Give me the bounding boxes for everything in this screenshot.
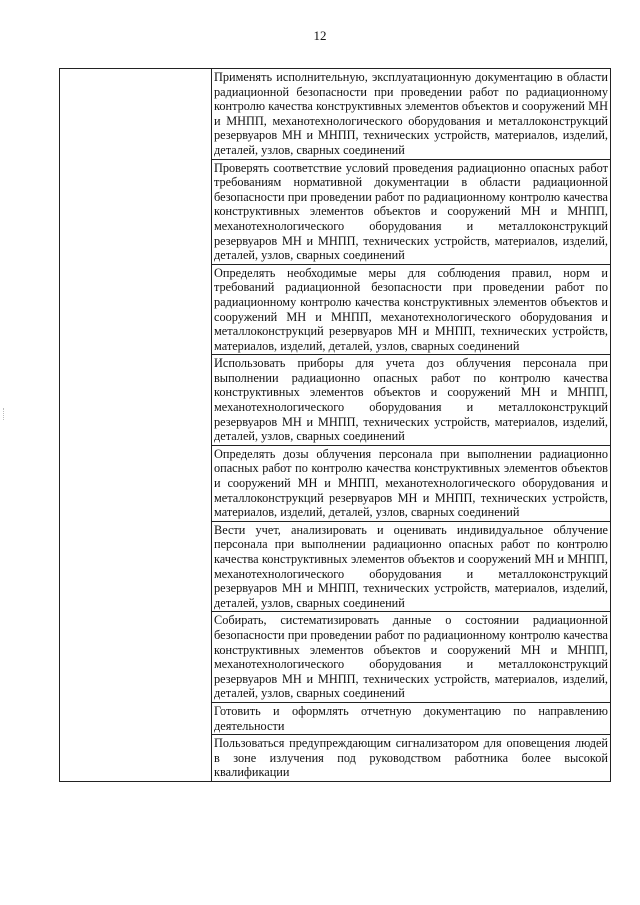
table-row bbox=[60, 69, 611, 160]
skill-text: Определять дозы облучения персонала при выполнении радиационно опасных работ по контролю качества конструктивных элементов объектов и сооружений МН и МНПП, механотехнологического оборудования и металлоконструкций резервуаров МН и МНПП, технических устройств, материалов, изделий, деталей, узлов, сварных соединений bbox=[214, 446, 608, 520]
table-cell bbox=[212, 735, 611, 782]
table-cell bbox=[212, 159, 611, 264]
skill-text: Собирать, систематизировать данные о состоянии радиационной безопасности при проведении работ по радиационному контролю качества конструктивных элементов объектов и сооружений МН и МНПП, механотехнологического оборудования и металлоконструкций резервуаров МН и МНПП, технических устройств, материалов, изделий, деталей, узлов, сварных соединений bbox=[214, 613, 608, 701]
page-number: 12 bbox=[313, 28, 327, 43]
skill-text: Определять необходимые меры для соблюдения правил, норм и требований радиационной безопасности при проведении работ по радиационному контролю качества конструктивных элементов объектов и сооружений МН и МНПП, механотехнологического оборудования и металлоконструкций резервуаров МН и МНПП, технических устройств, материалов, изделий, деталей, узлов, сварных соединений bbox=[214, 265, 608, 353]
table-cell bbox=[212, 69, 611, 160]
skill-text: Применять исполнительную, эксплуатационную документацию в области радиационной безопасности при проведении работ по радиационному контролю качества конструктивных элементов объектов и сооружений МН и МНПП, механотехнологического оборудования и металлоконструкций резервуаров МН и МНПП, технических устройств, материалов, изделий, деталей, узлов, сварных соединений bbox=[214, 70, 608, 157]
left-column-empty-cell bbox=[60, 69, 212, 782]
table-cell bbox=[212, 445, 611, 521]
table-cell bbox=[212, 264, 611, 355]
skills-table bbox=[59, 68, 611, 782]
table-cell bbox=[212, 355, 611, 446]
skill-text: Вести учет, анализировать и оценивать индивидуальное облучение персонала при выполнении радиационно опасных работ по контролю качества конструктивных элементов объектов и сооружений МН и МНПП, механотехнологического оборудования и металлоконструкций резервуаров МН и МНПП, технических устройств, материалов, изделий, деталей, узлов, сварных соединений bbox=[214, 522, 608, 610]
skill-text: Готовить и оформлять отчетную документацию по направлению деятельности bbox=[214, 703, 608, 733]
scan-artifact-mark bbox=[3, 408, 8, 420]
table-cell bbox=[212, 521, 611, 612]
table-cell bbox=[212, 612, 611, 703]
skill-text: Проверять соответствие условий проведения радиационно опасных работ требованиям нормативной документации в области радиационной безопасности при проведении работ по радиационному контролю качества конструктивных элементов объектов и сооружений МН и МНПП, механотехнологического оборудования и металлоконструкций резервуаров МН и МНПП, технических устройств, материалов, изделий, деталей, узлов, сварных соединений bbox=[214, 160, 608, 263]
table-cell bbox=[212, 702, 611, 734]
skill-text: Использовать приборы для учета доз облучения персонала при выполнении радиационно опасных работ по контролю качества конструктивных элементов объектов и сооружений МН и МНПП, механотехнологического оборудования и металлоконструкций резервуаров МН и МНПП, технических устройств, материалов, изделий, деталей, узлов, сварных соединений bbox=[214, 356, 608, 444]
skill-text: Пользоваться предупреждающим сигнализатором для оповещения людей в зоне излучения под руководством работника более высокой квалификации bbox=[214, 736, 608, 780]
